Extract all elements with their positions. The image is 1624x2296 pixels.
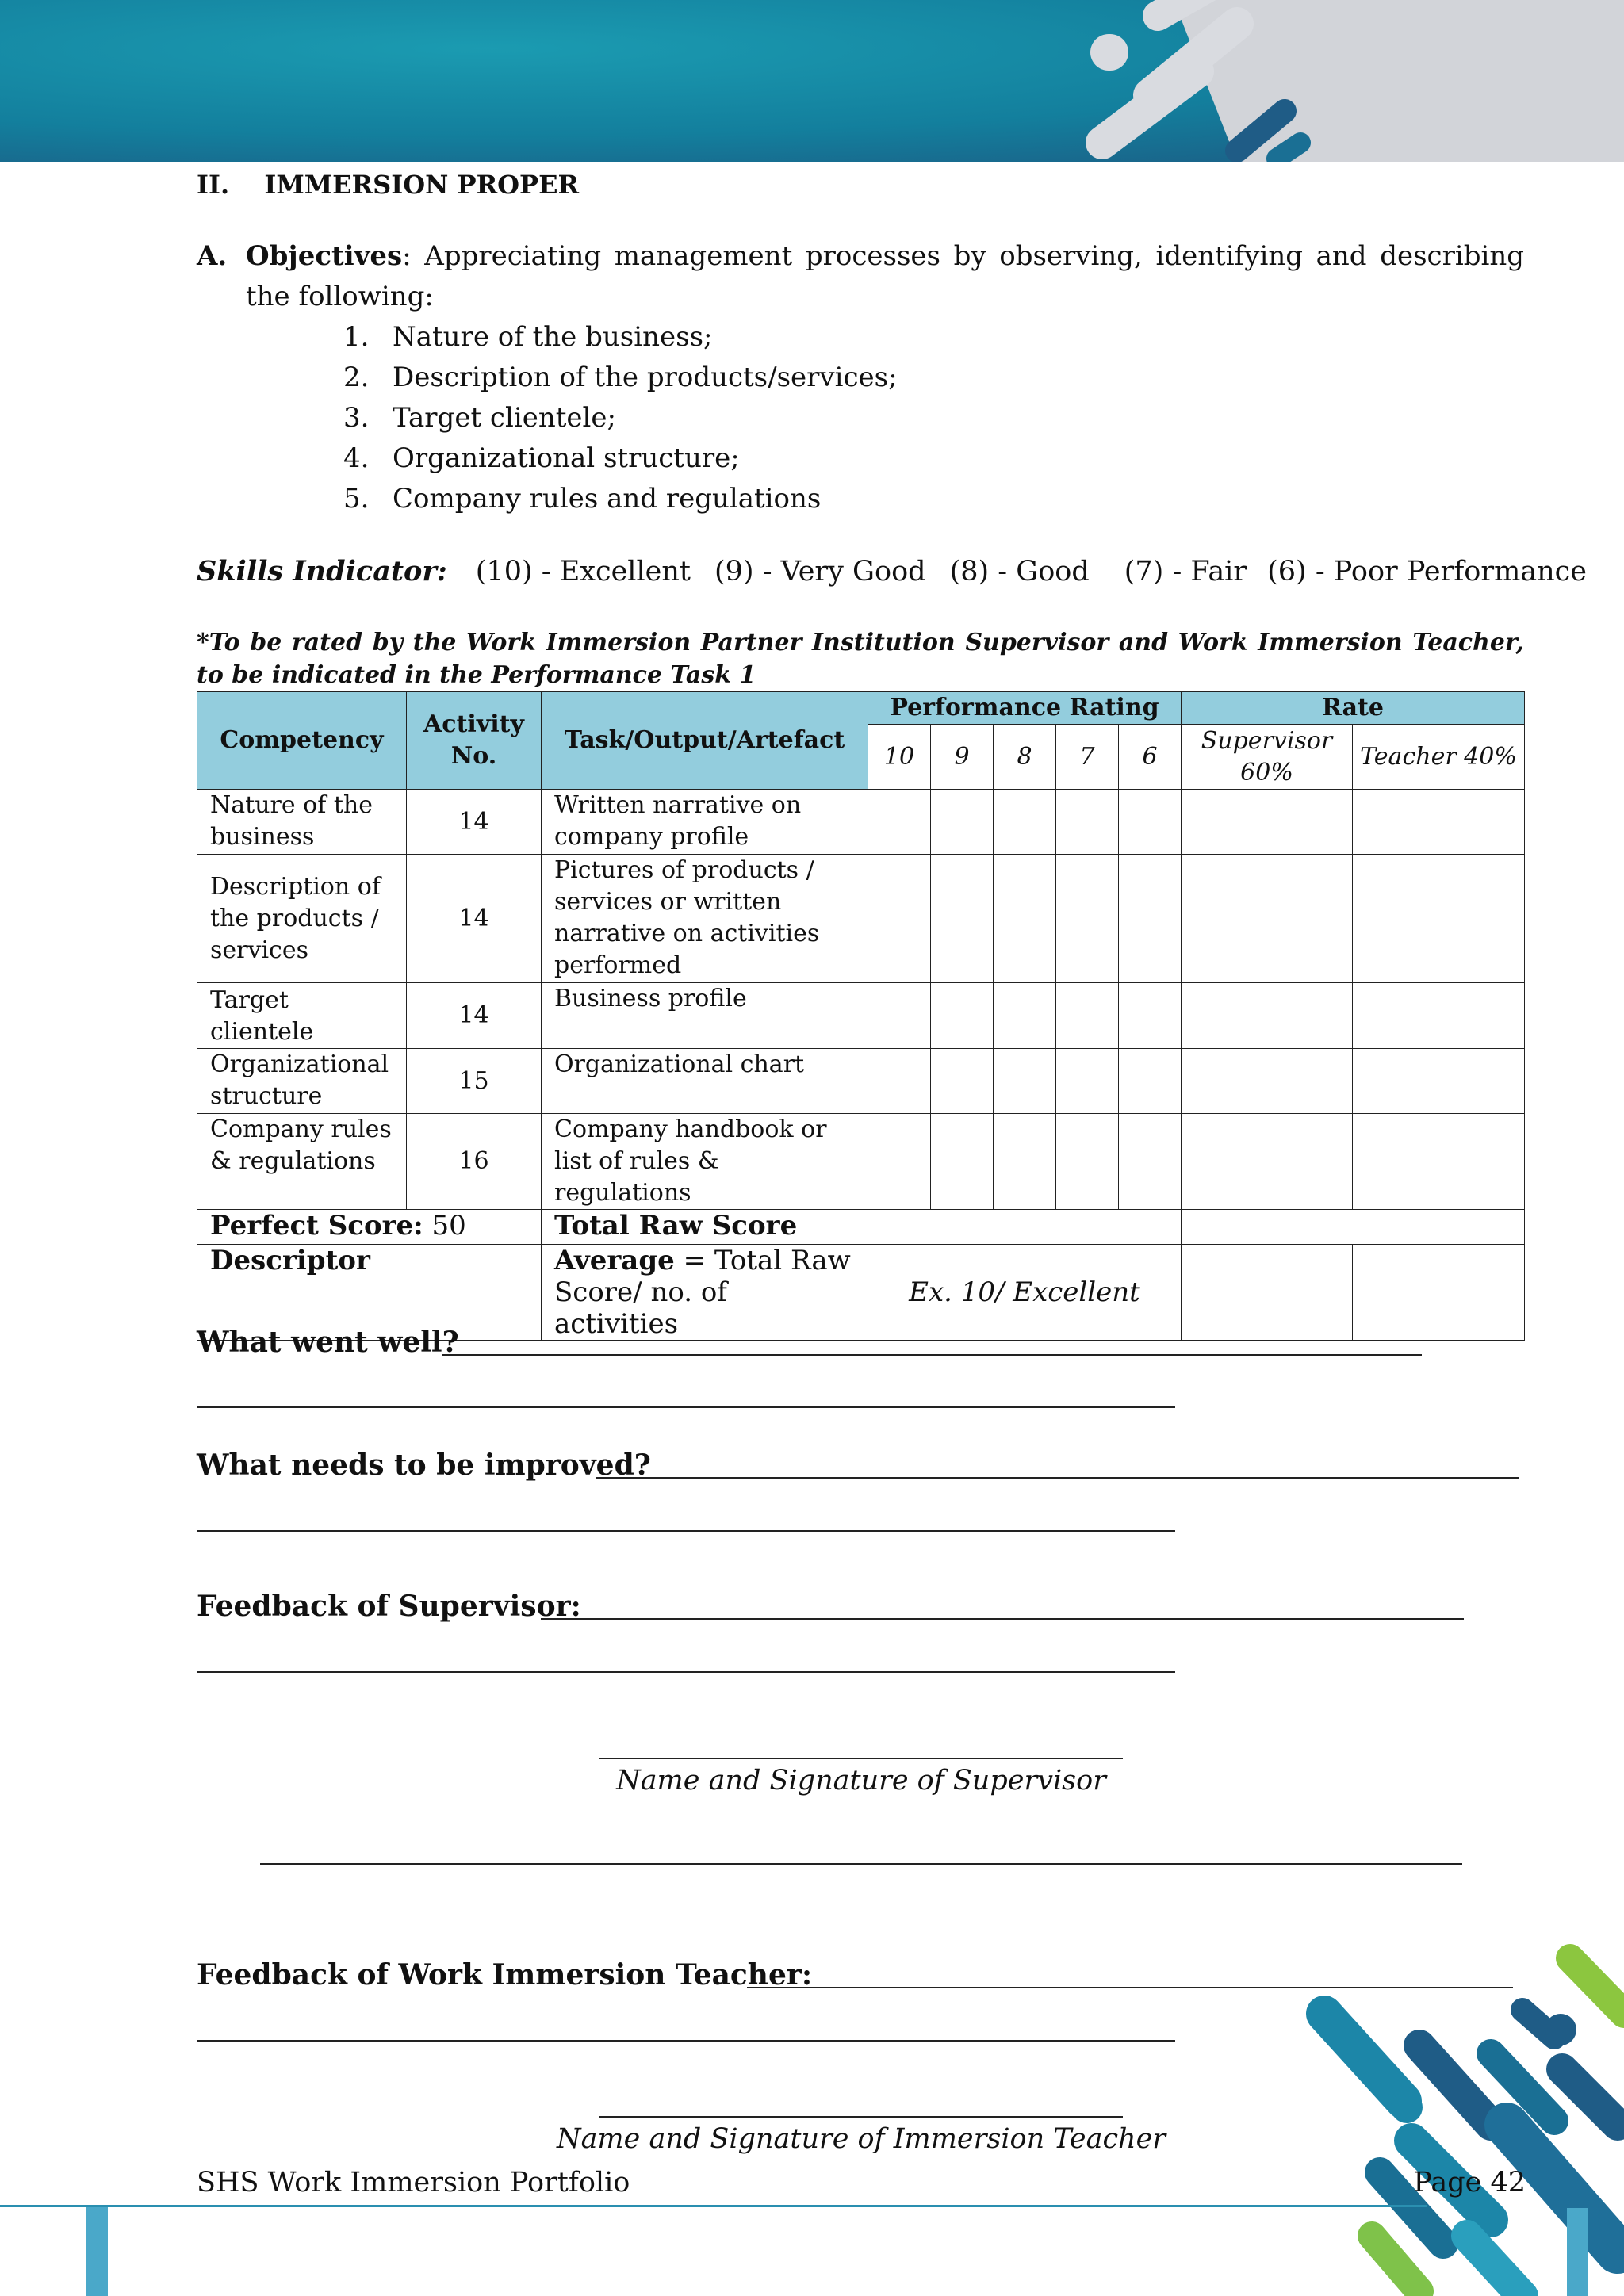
objectives-heading: Objectives bbox=[246, 240, 403, 272]
activity-cell: 14 bbox=[407, 790, 542, 855]
separator-line bbox=[260, 1863, 1462, 1865]
perfect-score-cell bbox=[197, 1210, 542, 1245]
rating-7: 7 bbox=[1056, 725, 1119, 790]
supervisor-rate-cell[interactable] bbox=[1182, 1049, 1353, 1114]
went-well-line[interactable] bbox=[442, 1354, 1422, 1356]
competency-cell: Nature of the business bbox=[197, 790, 407, 855]
supervisor-feedback-line-2[interactable] bbox=[197, 1671, 1175, 1673]
supervisor-feedback-label: Feedback of Supervisor: bbox=[197, 1590, 581, 1623]
competency-cell: Company rules & regulations bbox=[197, 1114, 407, 1210]
supervisor-signature-line[interactable] bbox=[599, 1758, 1123, 1759]
task-cell: Pictures of products / services or written narrative on activities performed bbox=[542, 855, 868, 983]
table-row bbox=[197, 855, 1525, 983]
list-item: 5. Company rules and regulations bbox=[343, 483, 822, 515]
activity-cell: 14 bbox=[407, 983, 542, 1049]
went-well-label: What went well? bbox=[197, 1326, 459, 1359]
skill-level: (9) - Very Good bbox=[714, 556, 926, 587]
header-teacher: Teacher 40% bbox=[1353, 725, 1525, 790]
skill-level: (10) - Excellent bbox=[475, 556, 691, 587]
example-descriptor: Ex. 10/ Excellent bbox=[868, 1245, 1182, 1341]
rating-note: *To be rated by the Work Immersion Partner Institution Supervisor and Work Immersion Teacher, to be indicated in the Performance Task 1 bbox=[197, 629, 1524, 689]
rating-cell[interactable] bbox=[994, 983, 1056, 1049]
task-cell: Business profile bbox=[542, 983, 868, 1049]
rating-8: 8 bbox=[994, 725, 1056, 790]
rating-cell[interactable] bbox=[1056, 790, 1119, 855]
skills-indicator bbox=[197, 555, 1587, 587]
list-item: 2. Description of the products/services; bbox=[343, 362, 898, 393]
rating-cell[interactable] bbox=[931, 1049, 994, 1114]
competency-cell: Description of the products / services bbox=[197, 855, 407, 983]
objectives-list bbox=[343, 317, 898, 519]
needs-improved-line-2[interactable] bbox=[197, 1530, 1175, 1532]
skills-label: Skills Indicator: bbox=[197, 555, 447, 587]
teacher-rate-cell[interactable] bbox=[1353, 790, 1525, 855]
supervisor-feedback-line[interactable] bbox=[541, 1618, 1464, 1620]
rating-cell[interactable] bbox=[1056, 1049, 1119, 1114]
supervisor-rate-cell[interactable] bbox=[1182, 855, 1353, 983]
rating-cell[interactable] bbox=[1119, 790, 1182, 855]
list-item: 1. Nature of the business; bbox=[343, 321, 713, 353]
rating-cell[interactable] bbox=[1119, 1049, 1182, 1114]
rating-6: 6 bbox=[1119, 725, 1182, 790]
task-cell: Company handbook or list of rules & regulations bbox=[542, 1114, 868, 1210]
footer-rule bbox=[0, 2205, 1427, 2207]
needs-improved-line[interactable] bbox=[596, 1477, 1519, 1479]
rating-cell[interactable] bbox=[1119, 983, 1182, 1049]
activity-cell: 15 bbox=[407, 1049, 542, 1114]
skill-level: (8) - Good bbox=[949, 556, 1090, 587]
teacher-rate-cell[interactable] bbox=[1353, 1049, 1525, 1114]
rating-cell[interactable] bbox=[931, 1114, 994, 1210]
section-title: IMMERSION PROPER bbox=[264, 170, 580, 200]
needs-improved-label: What needs to be improved? bbox=[197, 1448, 651, 1482]
table-row bbox=[197, 790, 1525, 855]
rating-cell[interactable] bbox=[868, 1049, 931, 1114]
total-raw-score-label: Total Raw Score bbox=[554, 1210, 798, 1242]
total-raw-score-cell bbox=[542, 1210, 1182, 1245]
teacher-rate-cell[interactable] bbox=[1353, 1114, 1525, 1210]
teacher-signature-line[interactable] bbox=[599, 2116, 1123, 2118]
list-item: 4. Organizational structure; bbox=[343, 442, 740, 474]
activity-cell: 16 bbox=[407, 1114, 542, 1210]
supervisor-rate-cell[interactable] bbox=[1182, 983, 1353, 1049]
supervisor-rate-cell[interactable] bbox=[1182, 790, 1353, 855]
header-competency: Competency bbox=[197, 692, 407, 790]
skill-level: (7) - Fair bbox=[1124, 556, 1247, 587]
rating-cell[interactable] bbox=[1056, 1114, 1119, 1210]
rating-cell[interactable] bbox=[931, 983, 994, 1049]
perfect-score-value: 50 bbox=[431, 1210, 466, 1242]
rating-cell[interactable] bbox=[931, 855, 994, 983]
teacher-rate-cell[interactable] bbox=[1353, 983, 1525, 1049]
header-rate: Rate bbox=[1182, 692, 1525, 725]
competency-cell: Organizational structure bbox=[197, 1049, 407, 1114]
teacher-feedback-line-2[interactable] bbox=[197, 2040, 1175, 2042]
teacher-feedback-label: Feedback of Work Immersion Teacher: bbox=[197, 1958, 813, 1992]
rating-cell[interactable] bbox=[868, 855, 931, 983]
rating-cell[interactable] bbox=[868, 790, 931, 855]
table-row bbox=[197, 1049, 1525, 1114]
rating-cell[interactable] bbox=[1056, 983, 1119, 1049]
footer-accent-bar bbox=[86, 2207, 108, 2296]
header-banner bbox=[0, 0, 1624, 162]
skill-level: (6) - Poor Performance bbox=[1267, 556, 1587, 587]
competency-cell: Target clientele bbox=[197, 983, 407, 1049]
objectives-label: A. bbox=[197, 240, 228, 272]
header-performance-rating: Performance Rating bbox=[868, 692, 1182, 725]
supervisor-rate-cell[interactable] bbox=[1182, 1114, 1353, 1210]
supervisor-descriptor-cell[interactable] bbox=[1182, 1245, 1353, 1341]
teacher-feedback-line[interactable] bbox=[747, 1987, 1513, 1988]
rating-cell[interactable] bbox=[931, 790, 994, 855]
rating-10: 10 bbox=[868, 725, 931, 790]
rating-cell[interactable] bbox=[994, 855, 1056, 983]
header-supervisor: Supervisor 60% bbox=[1182, 725, 1353, 790]
average-text: = Total Raw Score/ no. of activities bbox=[554, 1245, 851, 1340]
header-activity-no: Activity No. bbox=[407, 692, 542, 790]
rating-cell[interactable] bbox=[1056, 855, 1119, 983]
supervisor-signature-caption: Name and Signature of Supervisor bbox=[616, 1765, 1106, 1797]
table-row bbox=[197, 1114, 1525, 1210]
task-cell: Organizational chart bbox=[542, 1049, 868, 1114]
rating-cell[interactable] bbox=[994, 790, 1056, 855]
rating-cell[interactable] bbox=[868, 983, 931, 1049]
activity-cell: 14 bbox=[407, 855, 542, 983]
went-well-line-2[interactable] bbox=[197, 1406, 1175, 1408]
average-cell bbox=[542, 1245, 868, 1341]
page-number: Page 42 bbox=[1413, 2167, 1526, 2198]
rating-cell[interactable] bbox=[994, 1114, 1056, 1210]
objectives-text bbox=[246, 236, 1524, 317]
teacher-signature-caption: Name and Signature of Immersion Teacher bbox=[556, 2123, 1166, 2155]
evaluation-table bbox=[197, 691, 1525, 1341]
footer-title: SHS Work Immersion Portfolio bbox=[197, 2167, 630, 2198]
header-task: Task/Output/Artefact bbox=[542, 692, 868, 790]
teacher-descriptor-cell[interactable] bbox=[1353, 1245, 1525, 1341]
rating-cell[interactable] bbox=[994, 1049, 1056, 1114]
task-cell: Written narrative on company profile bbox=[542, 790, 868, 855]
descriptor-label: Descriptor bbox=[210, 1245, 370, 1276]
average-label: Average bbox=[554, 1245, 675, 1276]
teacher-rate-cell[interactable] bbox=[1353, 855, 1525, 983]
perfect-score-label: Perfect Score: bbox=[210, 1210, 423, 1242]
section-number: II. bbox=[197, 170, 230, 200]
score-row bbox=[197, 1210, 1525, 1245]
total-raw-score-value[interactable] bbox=[1182, 1210, 1525, 1245]
objectives-description: : Appreciating management processes by observing, identifying and describing the following: bbox=[246, 240, 1524, 312]
rating-9: 9 bbox=[931, 725, 994, 790]
rating-cell[interactable] bbox=[868, 1114, 931, 1210]
corner-decoration bbox=[1285, 1934, 1624, 2296]
rating-cell[interactable] bbox=[1119, 855, 1182, 983]
section-heading bbox=[197, 170, 579, 200]
rating-cell[interactable] bbox=[1119, 1114, 1182, 1210]
list-item: 3. Target clientele; bbox=[343, 402, 616, 434]
table-row bbox=[197, 983, 1525, 1049]
